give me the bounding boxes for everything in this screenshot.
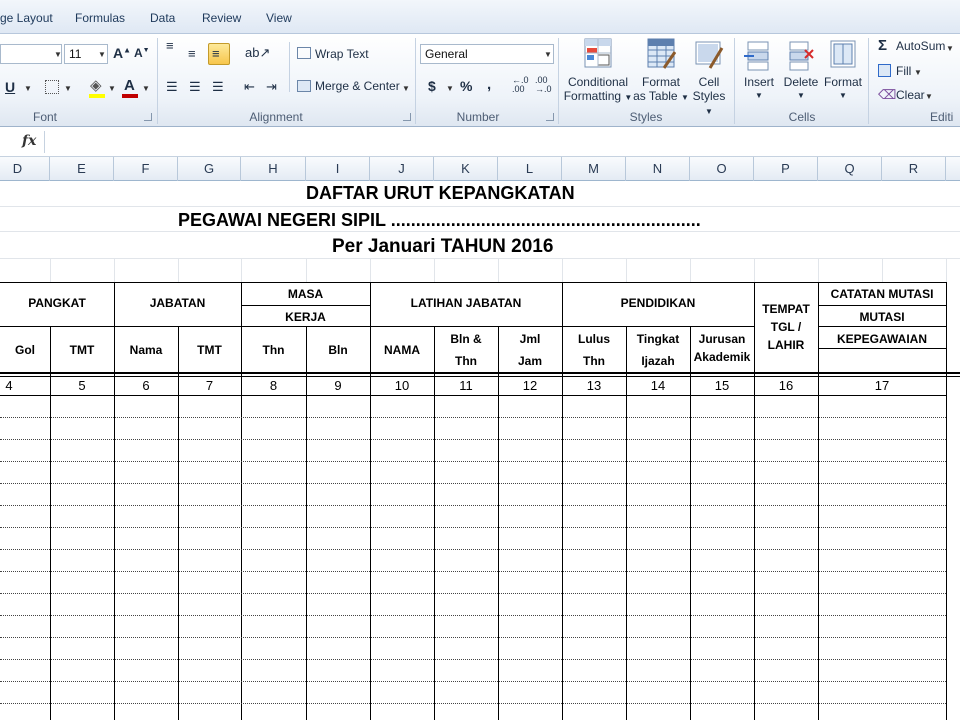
- insert-cells-icon: [744, 38, 774, 72]
- eraser-icon: ⌫: [878, 87, 897, 102]
- fill-color-swatch: [89, 94, 105, 98]
- gridline: [498, 258, 499, 282]
- fill-button[interactable]: Fill: [896, 64, 912, 78]
- table-border: [946, 282, 947, 720]
- table-border: [241, 305, 370, 306]
- column-number: 12: [522, 378, 538, 393]
- formula-input[interactable]: [46, 130, 960, 154]
- gridline: [946, 258, 947, 282]
- data-row-line: [0, 549, 946, 550]
- gridline: [241, 258, 242, 282]
- data-row-line: [0, 483, 946, 484]
- table-border: [818, 305, 946, 306]
- header-pendidikan: PENDIDIKAN: [620, 296, 696, 310]
- data-row-line: [0, 593, 946, 594]
- data-row-line: [0, 681, 946, 682]
- group-separator: [157, 38, 158, 124]
- column-header-j[interactable]: J: [370, 157, 434, 181]
- column-number: 16: [778, 378, 794, 393]
- format-cells-button[interactable]: Format ▼: [822, 38, 864, 103]
- formula-bar: [0, 127, 960, 157]
- worksheet[interactable]: [0, 181, 960, 720]
- title-line-3: Per Januari TAHUN 2016: [332, 236, 554, 257]
- clear-button[interactable]: Clear: [896, 88, 925, 102]
- header-jabatan: JABATAN: [149, 296, 206, 310]
- orientation-icon[interactable]: ab↗: [245, 45, 271, 60]
- group-separator: [734, 38, 735, 124]
- align-bottom-icon: ≡: [212, 46, 220, 61]
- data-row-line: [0, 659, 946, 660]
- column-number: 11: [459, 378, 473, 393]
- column-header-r[interactable]: R: [882, 157, 946, 181]
- chevron-down-icon[interactable]: ▼: [446, 84, 454, 93]
- column-number: 7: [205, 378, 214, 393]
- decrease-indent-icon[interactable]: ⇤: [244, 79, 255, 94]
- merge-center-icon: [297, 80, 311, 92]
- group-label-editing: Editi: [930, 110, 954, 124]
- group-separator: [415, 38, 416, 124]
- delete-cells-icon: [786, 38, 816, 72]
- font-color-swatch: [122, 94, 138, 98]
- align-top-icon[interactable]: ≡: [166, 38, 174, 53]
- column-number: 6: [142, 378, 150, 393]
- gridline: [754, 258, 755, 282]
- increase-indent-icon[interactable]: ⇥: [266, 79, 277, 94]
- group-separator: [868, 38, 869, 124]
- format-cells-icon: [828, 38, 858, 72]
- header-catatan-mutasi: CATATAN MUTASI: [830, 287, 934, 301]
- column-header-n[interactable]: N: [626, 157, 690, 181]
- header-lulus-thn-a: Lulus: [578, 332, 610, 346]
- header-gol: Gol: [15, 343, 35, 357]
- column-header-f[interactable]: F: [114, 157, 178, 181]
- borders-icon[interactable]: [45, 80, 59, 94]
- gridline: [306, 258, 307, 282]
- header-bln-thn-a: Bln &: [450, 332, 482, 346]
- cell-styles-button[interactable]: Cell Styles ▼: [688, 38, 730, 119]
- group-label-cells: Cells: [788, 110, 816, 124]
- insert-cells-button[interactable]: Insert ▼: [739, 38, 779, 103]
- column-header-p[interactable]: P: [754, 157, 818, 181]
- wrap-text-icon: [297, 47, 311, 59]
- group-label-number: Number: [456, 110, 500, 124]
- data-row-line: [0, 505, 946, 506]
- chevron-down-icon[interactable]: ▼: [24, 84, 32, 93]
- format-as-table-button[interactable]: Format as Table ▼: [633, 38, 689, 105]
- table-border: [0, 372, 960, 374]
- column-header-g[interactable]: G: [178, 157, 241, 181]
- align-right-icon[interactable]: ☰: [212, 79, 224, 94]
- conditional-formatting-label-2: Formatting: [563, 89, 622, 103]
- column-number: 5: [78, 378, 86, 393]
- font-dialog-launcher-icon[interactable]: [144, 113, 152, 121]
- wrap-text-button[interactable]: Wrap Text: [315, 47, 369, 61]
- gridline: [114, 258, 115, 282]
- tab-review[interactable]: Review: [202, 11, 242, 25]
- header-bln-thn-b: Thn: [455, 354, 477, 368]
- gridline: [0, 206, 960, 207]
- header-jurusan-akademik-a: Jurusan: [698, 332, 746, 346]
- autosum-button[interactable]: AutoSum: [896, 39, 946, 53]
- column-headers: [0, 157, 960, 181]
- chevron-down-icon[interactable]: ▼: [142, 84, 150, 93]
- column-number: 9: [334, 378, 342, 393]
- tab-view[interactable]: View: [266, 11, 292, 25]
- column-number: 14: [650, 378, 666, 393]
- header-latihan-jabatan: LATIHAN JABATAN: [410, 296, 522, 310]
- chevron-down-icon[interactable]: ▼: [98, 50, 106, 59]
- header-nama-latihan: NAMA: [384, 343, 420, 357]
- column-number: 13: [586, 378, 602, 393]
- chevron-down-icon[interactable]: ▼: [64, 84, 72, 93]
- column-number: 8: [269, 378, 278, 393]
- cell-styles-label-1: Cell: [698, 75, 720, 89]
- table-border: [0, 282, 946, 283]
- decrease-decimal-icon[interactable]: .00 →.0: [535, 75, 552, 94]
- conditional-formatting-button[interactable]: Conditional Formatting ▼: [563, 38, 633, 105]
- cell-styles-icon: [694, 38, 724, 72]
- data-row-line: [0, 637, 946, 638]
- cell-styles-label-2: Styles: [692, 89, 726, 103]
- header-jml-jam-a: Jml: [519, 332, 541, 346]
- header-lahir: LAHIR: [767, 338, 805, 352]
- insert-label: Insert: [743, 75, 774, 89]
- font-size-box[interactable]: 11: [64, 44, 108, 64]
- ribbon: [0, 34, 960, 127]
- header-lulus-thn-b: Thn: [583, 354, 605, 368]
- align-center-icon[interactable]: ☰: [189, 79, 201, 94]
- data-row-line: [0, 703, 946, 704]
- separator: [44, 131, 45, 153]
- currency-button[interactable]: $: [428, 78, 436, 94]
- chevron-down-icon[interactable]: ▼: [54, 50, 62, 59]
- gridline: [562, 258, 563, 282]
- gridline: [690, 258, 691, 282]
- column-header-h[interactable]: H: [241, 157, 306, 181]
- grow-font-icon[interactable]: A▲: [113, 45, 132, 61]
- gridline: [626, 258, 627, 282]
- header-kerja: KERJA: [285, 310, 326, 324]
- number-dialog-launcher-icon[interactable]: [546, 113, 554, 121]
- font-color-icon[interactable]: A: [124, 77, 135, 94]
- chevron-down-icon[interactable]: ▼: [544, 50, 552, 59]
- conditional-formatting-icon: [583, 38, 613, 72]
- header-tmt-jabatan: TMT: [197, 343, 222, 357]
- format-as-table-icon: [646, 38, 676, 72]
- format-as-table-label-1: Format: [641, 75, 680, 89]
- function-icon[interactable]: fx: [22, 133, 37, 149]
- header-tempat: TEMPAT: [762, 302, 810, 316]
- table-border: [562, 282, 563, 720]
- group-label-styles: Styles: [629, 110, 663, 124]
- alignment-dialog-launcher-icon[interactable]: [403, 113, 411, 121]
- format-as-table-label-2: as Table: [633, 89, 678, 103]
- increase-decimal-icon[interactable]: ←.0 .00: [512, 75, 529, 94]
- fill-icon: [878, 64, 891, 77]
- header-jurusan-akademik-b: Akademik: [693, 350, 751, 364]
- conditional-formatting-label-1: Conditional: [567, 75, 629, 89]
- table-border: [0, 395, 946, 396]
- group-label-alignment: Alignment: [249, 110, 303, 124]
- data-row-line: [0, 615, 946, 616]
- header-tingkat-ijazah-b: Ijazah: [641, 354, 675, 368]
- header-tingkat-ijazah-a: Tingkat: [636, 332, 680, 346]
- data-row-line: [0, 417, 946, 418]
- column-header-k[interactable]: K: [434, 157, 498, 181]
- chevron-down-icon[interactable]: ▼: [108, 84, 116, 93]
- column-header-o[interactable]: O: [690, 157, 754, 181]
- column-number: 15: [714, 378, 730, 393]
- table-border: [0, 376, 960, 377]
- header-mutasi: MUTASI: [859, 310, 905, 324]
- gridline: [0, 231, 960, 232]
- tab-data[interactable]: Data: [150, 11, 176, 25]
- gridline: [434, 258, 435, 282]
- format-label: Format: [823, 75, 862, 89]
- font-name-box[interactable]: [0, 44, 62, 64]
- title-line-2: PEGAWAI NEGERI SIPIL ..............................................................: [178, 210, 701, 230]
- table-border: [818, 348, 946, 349]
- gridline: [50, 258, 51, 282]
- header-pangkat: PANGKAT: [28, 296, 86, 310]
- delete-cells-button[interactable]: Delete ▼: [781, 38, 821, 103]
- ribbon-tabs: [0, 0, 960, 34]
- data-row-line: [0, 571, 946, 572]
- header-nama-jabatan: Nama: [129, 343, 163, 357]
- column-header-d[interactable]: D: [0, 157, 50, 181]
- column-header-i[interactable]: I: [306, 157, 370, 181]
- title-line-1: DAFTAR URUT KEPANGKATAN: [306, 183, 575, 203]
- chevron-down-icon[interactable]: ▼: [925, 92, 933, 101]
- autosum-icon: Σ: [878, 37, 888, 54]
- column-number: 17: [874, 378, 890, 393]
- align-middle-icon[interactable]: ≡: [188, 46, 196, 61]
- gridline: [0, 258, 960, 259]
- gridline: [370, 258, 371, 282]
- table-border: [818, 282, 819, 720]
- chevron-down-icon[interactable]: ▼: [946, 44, 954, 53]
- data-row-line: [0, 527, 946, 528]
- header-masa: MASA: [287, 287, 324, 301]
- delete-label: Delete: [783, 75, 819, 89]
- header-tgl: TGL /: [770, 320, 802, 334]
- header-bln: Bln: [328, 343, 348, 357]
- tab-formulas[interactable]: Formulas: [75, 11, 126, 25]
- percent-button[interactable]: %: [460, 78, 473, 94]
- chevron-down-icon[interactable]: ▼: [914, 68, 922, 77]
- data-row-line: [0, 461, 946, 462]
- header-tmt-pangkat: TMT: [69, 343, 95, 357]
- fill-color-icon[interactable]: ◈: [90, 77, 102, 94]
- align-left-icon[interactable]: ☰: [166, 79, 178, 94]
- table-border: [818, 326, 946, 327]
- data-row-line: [0, 439, 946, 440]
- column-number: 4: [5, 378, 13, 393]
- separator: [289, 42, 290, 92]
- gridline: [178, 258, 179, 282]
- chevron-down-icon[interactable]: ▼: [402, 84, 410, 93]
- comma-button[interactable]: ,: [487, 76, 492, 93]
- column-header-l[interactable]: L: [498, 157, 562, 181]
- column-header-m[interactable]: M: [562, 157, 626, 181]
- column-header-q[interactable]: Q: [818, 157, 882, 181]
- column-header-e[interactable]: E: [50, 157, 114, 181]
- group-label-font: Font: [32, 110, 57, 124]
- header-thn: Thn: [262, 343, 285, 357]
- group-separator: [558, 38, 559, 124]
- tab-page-layout[interactable]: ge Layout: [0, 11, 53, 25]
- merge-center-button[interactable]: Merge & Center: [315, 79, 400, 93]
- shrink-font-icon[interactable]: A▼: [134, 46, 150, 60]
- gridline: [882, 258, 883, 282]
- underline-button[interactable]: U: [5, 79, 16, 95]
- header-kepegawaian: KEPEGAWAIAN: [836, 332, 927, 346]
- column-number: 10: [394, 378, 410, 393]
- header-jml-jam-b: Jam: [517, 354, 543, 368]
- number-format-box[interactable]: General: [420, 44, 554, 64]
- gridline: [818, 258, 819, 282]
